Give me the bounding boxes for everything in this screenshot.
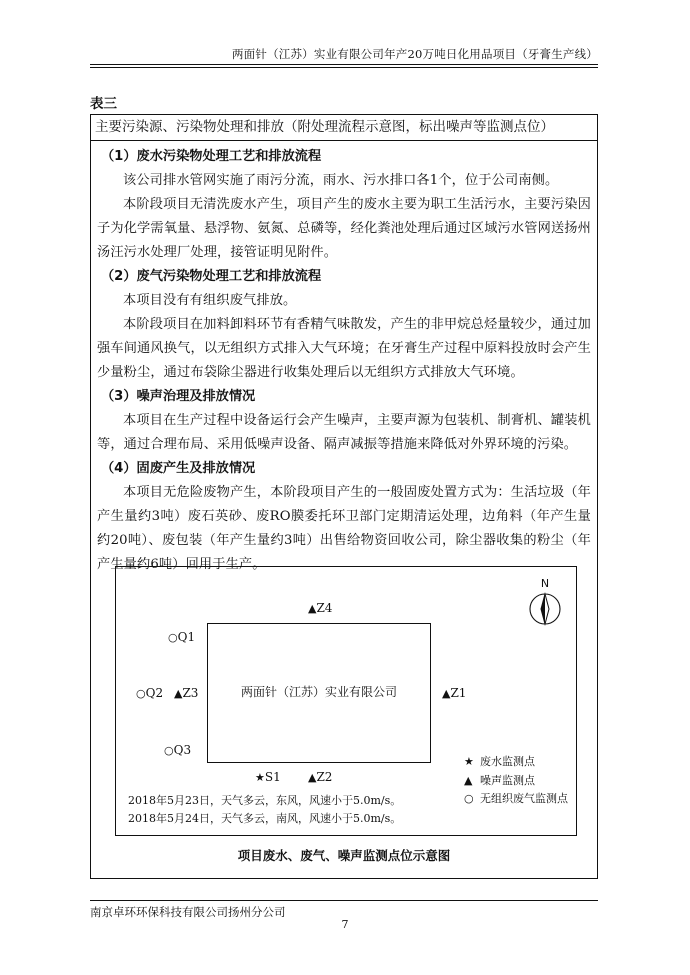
legend-noise [464,774,535,788]
box-title: 主要污染源、污染物处理和排放（附处理流程示意图，标出噪声等监测点位） [91,115,597,141]
circle-icon: ○ [136,687,146,700]
header-rule-thin [90,67,598,68]
paragraph: 本阶段项目无清洗废水产生，项目产生的废水主要为职工生活污水，主要污染因子为化学需氧量、悬浮物、氨氮、总磷等，经化粪池处理后通过区域污水管网送扬州汤汪污水处理厂处理，接管证明见附件。 [97,197,591,260]
point-label: Z4 [316,601,333,615]
legend-label: 噪声监测点 [480,774,535,787]
legend-wastewater [464,755,535,769]
point-label: Q2 [145,686,164,700]
triangle-icon: ▲ [442,687,451,700]
weather-note: 2018年5月24日，天气多云，南风，风速小于5.0m/s。 [128,812,402,825]
header-rule [90,64,598,65]
point-label: Z2 [316,770,333,784]
point-label: Q1 [177,630,196,644]
gas-point-q1 [168,630,195,645]
legend-label: 废水监测点 [480,755,535,768]
section-noise [97,385,591,457]
footer-rule [90,900,598,901]
gas-point-q3 [164,743,191,758]
page-header: 两面针（江苏）实业有限公司年产20万吨日化用品项目（牙膏生产线） [231,47,598,61]
section-heading: （1）废水污染物处理工艺和排放流程 [101,149,322,164]
circle-icon: ○ [164,744,174,757]
site-label: 两面针（江苏）实业有限公司 [240,685,397,699]
paragraph: 本项目没有有组织废气排放。 [123,293,297,308]
section-waste-gas [97,265,591,385]
weather-note: 2018年5月23日，天气多云，东风，风速小于5.0m/s。 [128,794,402,807]
page-number: 7 [341,918,349,931]
triangle-icon: ▲ [308,771,317,784]
triangle-icon: ▲ [308,602,317,615]
noise-point-z2 [308,770,332,785]
paragraph: 该公司排水管网实施了雨污分流，雨水、污水排口各1个，位于公司南侧。 [123,173,559,188]
wastewater-point-s1 [255,770,281,785]
section-solid-waste [97,457,591,577]
noise-point-z1 [442,686,466,701]
point-label: S1 [264,770,281,784]
paragraph: 本项目无危险废物产生，本阶段项目产生的一般固废处置方式为：生活垃圾（年产生量约3吨）废石英砂、废RO膜委托环卫部门定期清运处理，边角料（年产生量约20吨）、废包装（年产生量约3吨）出售给物资回收公司，除尘器收集的粉尘（年产生量约6吨）回用于生产。 [97,485,591,572]
triangle-icon: ▲ [464,774,473,787]
north-label: N [540,577,550,590]
diagram-caption: 项目废水、废气、噪声监测点位示意图 [237,848,451,863]
triangle-icon: ▲ [174,687,183,700]
section-heading: （3）噪声治理及排放情况 [101,389,256,404]
star-icon: ★ [464,755,474,768]
footer-org: 南京卓环环保科技有限公司扬州分公司 [90,905,286,919]
gas-point-q2 [136,686,163,701]
section-heading: （4）固废产生及排放情况 [101,461,256,476]
legend-waste-gas [464,792,568,806]
paragraph: 本项目在生产过程中设备运行会产生噪声，主要声源为包装机、制膏机、罐装机等，通过合理布局、采用低噪声设备、隔声减振等措施来降低对外界环境的污染。 [97,413,591,452]
point-label: Z3 [182,686,199,700]
paragraph: 本阶段项目在加料卸料环节有香精气味散发，产生的非甲烷总烃量较少，通过加强车间通风换气，以无组织方式排入大气环境；在牙膏生产过程中原料投放时会产生少量粉尘，通过布袋除尘器进行收集处理后以无组织方式排放大气环境。 [97,317,591,380]
legend-label: 无组织废气监测点 [480,792,568,805]
section-heading: （2）废气污染物处理工艺和排放流程 [101,269,322,284]
noise-point-z3 [174,686,198,701]
star-icon: ★ [255,771,265,784]
north-arrow-icon [525,576,565,628]
section-wastewater [97,145,591,265]
point-label: Z1 [450,686,467,700]
table-label: 表三 [90,96,117,112]
circle-icon: ○ [464,792,474,805]
point-label: Q3 [173,743,192,757]
noise-point-z4 [308,601,332,616]
circle-icon: ○ [168,631,178,644]
section-list [97,145,591,577]
